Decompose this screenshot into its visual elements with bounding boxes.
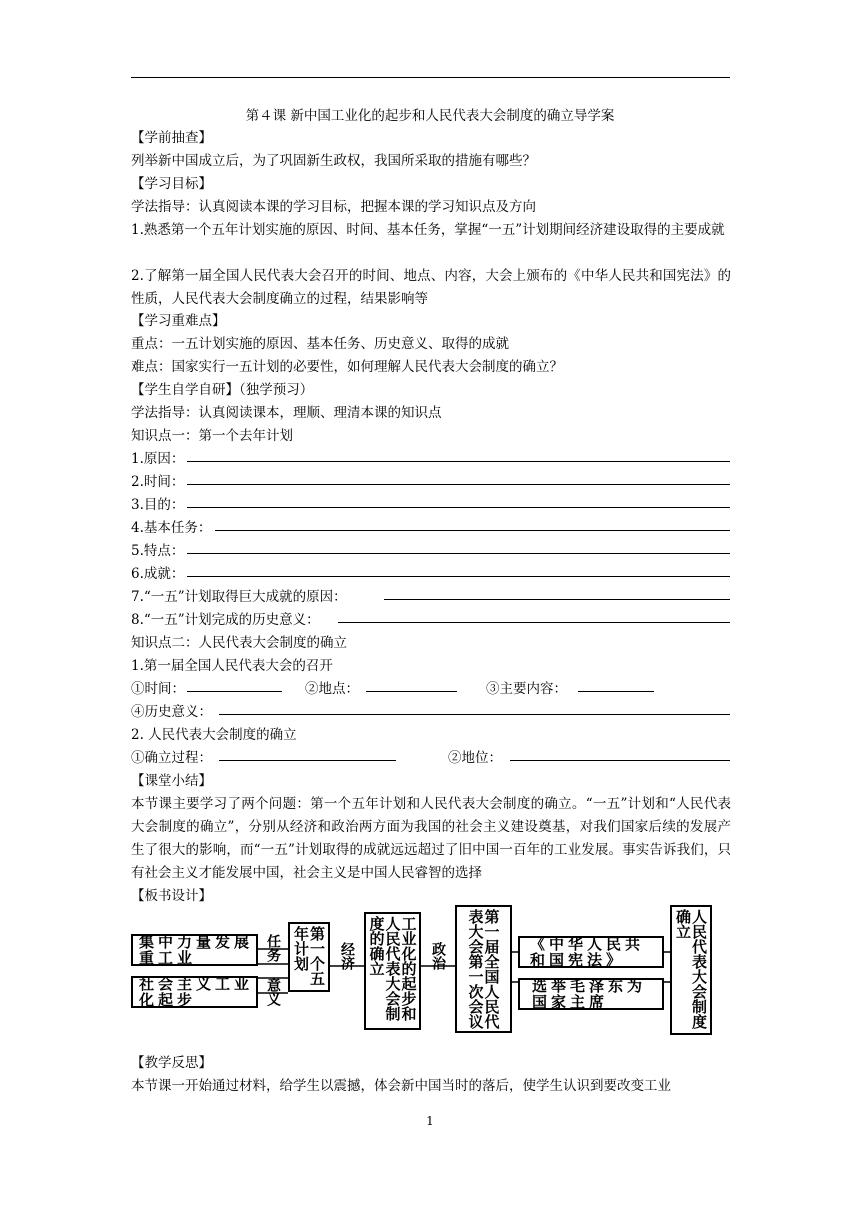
kp2-status-label: ②地位： bbox=[448, 750, 502, 766]
knowledge-point-2: 知识点二：人民代表大会制度的确立 bbox=[131, 635, 347, 651]
blank-line[interactable] bbox=[187, 553, 730, 554]
task-label: 任务 bbox=[265, 934, 281, 962]
kp2-sub-2: 2. 人民代表大会制度的确立 bbox=[131, 727, 297, 743]
key-focus: 重点：一五计划实施的原因、基本任务、历史意义、取得的成就 bbox=[131, 336, 509, 352]
knowledge-point-1: 知识点一：第一个去年计划 bbox=[131, 428, 293, 444]
blank-line[interactable] bbox=[366, 691, 457, 692]
blank-line[interactable] bbox=[384, 599, 730, 600]
key-difficulty: 难点：国家实行一五计划的必要性，如何理解人民代表大会制度的确立？ bbox=[131, 359, 563, 375]
heading-board: 【板书设计】 bbox=[131, 888, 212, 904]
heading-self-study: 【学生自学自研】（独学预习） bbox=[131, 382, 314, 398]
kp2-process-label: ①确立过程： bbox=[131, 750, 212, 766]
kp1-item: 1.原因： bbox=[131, 451, 185, 467]
meaning-label: 意义 bbox=[265, 978, 281, 1006]
page-title: 第４课 新中国工业化的起步和人民代表大会制度的确立导学案 bbox=[245, 108, 615, 124]
page-number: 1 bbox=[426, 1114, 434, 1128]
kp2-content-label: ③主要内容： bbox=[486, 681, 567, 697]
kp1-item: 7.“一五”计划取得巨大成就的原因： bbox=[131, 589, 347, 605]
reflection-text: 本节课一开始通过材料，给学生以震撼，体会新中国当时的落后，使学生认识到要改变工业 bbox=[131, 1078, 671, 1094]
blank-line[interactable] bbox=[219, 760, 396, 761]
blank-line[interactable] bbox=[187, 484, 730, 485]
blank-line[interactable] bbox=[187, 461, 730, 462]
goal-2: 2.了解第一届全国人民代表大会召开的时间、地点、内容，大会上颁布的《中华人民共和国宪法》的性质，人民代表大会制度确立的过程，结果影响等 bbox=[131, 268, 731, 307]
blank-line[interactable] bbox=[578, 691, 654, 692]
blank-line[interactable] bbox=[338, 622, 730, 623]
npc-system-box: 人民代表大会制度确立 bbox=[670, 905, 712, 1035]
blank-line[interactable] bbox=[219, 714, 730, 715]
heading-goals: 【学习目标】 bbox=[131, 176, 212, 192]
blank-line[interactable] bbox=[187, 576, 730, 577]
blank-line[interactable] bbox=[215, 530, 730, 531]
kp2-meaning-label: ④历史意义： bbox=[131, 704, 212, 720]
kp2-time-label: ①时间： bbox=[131, 681, 185, 697]
summary-text: 本节课主要学习了两个问题：第一个五年计划和人民代表大会制度的确立。“一五”计划和“人民代表大会制度的确立”，分别从经济和政治两方面为我国的社会主义建设奠基，对我们国家后续的发展产生了很大的影响，而“一五”计划取得的成就远远超过了旧中国一百年的工业发展。事实告诉我们，只有社会主义才能发展中国，社会主义是中国人民睿智的选择 bbox=[131, 796, 731, 881]
heading-key: 【学习重难点】 bbox=[131, 313, 226, 329]
pre-check-question: 列举新中国成立后，为了巩固新生政权，我国所采取的措施有哪些？ bbox=[131, 153, 536, 169]
politics-label: 政治 bbox=[430, 942, 446, 970]
meaning-box: 社会主义工业化起步 bbox=[131, 976, 258, 1008]
kp1-item: 4.基本任务： bbox=[131, 520, 212, 536]
kp2-place-label: ②地点： bbox=[305, 681, 359, 697]
kp1-item: 6.成就： bbox=[131, 566, 185, 582]
heading-reflection: 【教学反思】 bbox=[131, 1055, 212, 1071]
heading-summary: 【课堂小结】 bbox=[131, 773, 212, 789]
self-study-guide: 学法指导：认真阅读课本，理顺、理清本课的知识点 bbox=[131, 405, 442, 421]
goals-guide: 学法指导：认真阅读本课的学习目标，把握本课的学习知识点及方向 bbox=[131, 199, 536, 215]
central-topic-box: 工业化的起步和人民代表大会制度的确立 bbox=[364, 912, 421, 1030]
constitution-box: 《中华人民共和国宪法》 bbox=[518, 936, 664, 968]
goal-1: 1.熟悉第一个五年计划实施的原因、时间、基本任务，掌握“一五”计划期间经济建设取得的主要成就 bbox=[131, 222, 725, 238]
heading-pre-check: 【学前抽查】 bbox=[131, 130, 212, 146]
first-npc-box: 第一届全国人民代表大会第一次会议 bbox=[455, 905, 512, 1033]
task-box: 集中力量发展重工业 bbox=[131, 934, 258, 966]
kp1-item: 2.时间： bbox=[131, 474, 185, 490]
header-rule bbox=[131, 77, 730, 78]
kp1-item: 8.“一五”计划完成的历史意义： bbox=[131, 612, 320, 628]
blank-line[interactable] bbox=[510, 760, 730, 761]
kp2-sub-1: 1.第一届全国人民代表大会的召开 bbox=[131, 658, 333, 674]
kp1-item: 3.目的： bbox=[131, 497, 185, 513]
mao-election-box: 选举毛泽东为国家主席 bbox=[518, 978, 664, 1010]
first-five-year-plan-box: 第一个五年计划 bbox=[288, 922, 330, 992]
kp1-item: 5.特点： bbox=[131, 543, 185, 559]
blank-line[interactable] bbox=[187, 507, 730, 508]
economy-label: 经济 bbox=[339, 942, 355, 970]
blank-line[interactable] bbox=[187, 691, 282, 692]
